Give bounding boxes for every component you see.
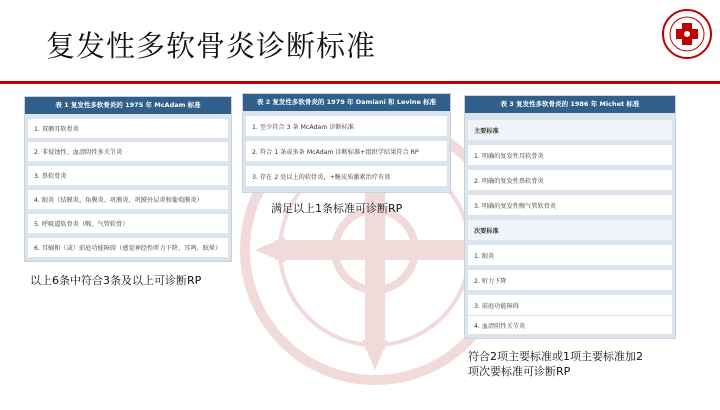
table-michet-note-line1: 符合2项主要标准或1项主要标准加2 <box>468 350 643 363</box>
title-underline <box>0 81 720 84</box>
table-mcadam <box>25 97 231 261</box>
hospital-logo-icon <box>661 8 713 60</box>
table-damiani-levine-header: 表 2 复发性多软骨炎的 1979 年 Damiani 和 Levine 标准 <box>243 94 450 111</box>
major-criteria-label: 主要标准 <box>468 120 672 140</box>
table-row: 2. 非侵蚀性、血清阴性多关节炎 <box>28 142 228 161</box>
table-row: 4. 血清阴性关节炎 <box>468 316 672 334</box>
table-row: 1. 明确的复发性耳软骨炎 <box>468 145 672 165</box>
slide-title: 复发性多软骨炎诊断标准 <box>46 29 377 63</box>
minor-criteria-label: 次要标准 <box>468 220 672 240</box>
table-damiani-levine-note: 满足以上1条标准可诊断RP <box>271 202 403 215</box>
table-mcadam-header: 表 1 复发性多软骨炎的 1975 年 McAdam 标准 <box>25 97 231 114</box>
table-row: 2. 明确的复发性鼻软骨炎 <box>468 170 672 190</box>
table-row: 3. 明确的复发性喉气管软骨炎 <box>468 195 672 215</box>
table-mcadam-note: 以上6条中符合3条及以上可诊断RP <box>30 274 202 287</box>
table-michet-header: 表 3 复发性多软骨炎的 1986 年 Michet 标准 <box>465 96 675 113</box>
table-michet <box>465 96 675 338</box>
table-damiani-levine <box>243 94 450 192</box>
table-row: 3. 前庭功能障碍 <box>468 295 672 315</box>
table-row: 6. 耳蜗和（或）前庭功能障碍（感觉神经性听力下降、耳鸣、眩晕） <box>28 238 228 257</box>
table-row: 3. 鼻软骨炎 <box>28 166 228 185</box>
table-row: 3. 存在 2 处以上的软骨炎，+糖皮质激素治疗有效 <box>246 166 447 186</box>
table-row: 1. 双侧耳软骨炎 <box>28 119 228 138</box>
table-row: 5. 呼吸道软骨炎（喉、气管软骨） <box>28 214 228 233</box>
table-row: 4. 眼炎（结膜炎、角膜炎、巩膜炎、巩膜外层炎和葡萄膜炎） <box>28 190 228 209</box>
table-row: 1. 眼炎 <box>468 245 672 265</box>
table-michet-note-line2: 项次要标准可诊断RP <box>468 365 571 378</box>
table-row: 2. 听力下降 <box>468 270 672 290</box>
table-row: 2. 符合 1 条或多条 McAdam 诊断标准+组织学结果符合 RP <box>246 141 447 161</box>
table-row: 1. 至少符合 3 条 McAdam 诊断标准 <box>246 116 447 136</box>
